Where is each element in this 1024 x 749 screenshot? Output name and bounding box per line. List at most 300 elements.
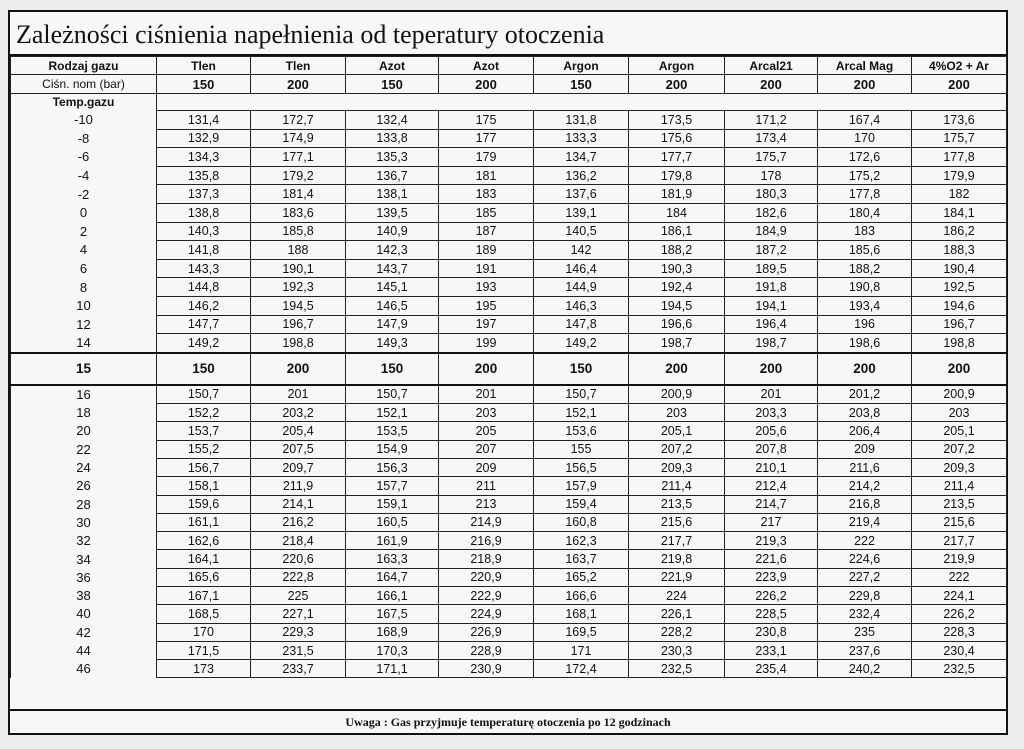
pressure-cell: 175: [439, 111, 534, 130]
pressure-cell: 203: [629, 404, 725, 422]
pressure-cell: 177,1: [251, 148, 346, 167]
pressure-cell: 211,9: [251, 477, 346, 495]
pressure-cell: 227,1: [251, 605, 346, 623]
pressure-cell: 226,2: [912, 605, 1007, 623]
table-row: [11, 334, 1007, 353]
pressure-cell: 155,2: [157, 440, 251, 458]
pressure-cell: 149,2: [534, 334, 629, 353]
pressure-cell: 213,5: [629, 495, 725, 513]
pressure-cell: 179: [439, 148, 534, 167]
pressure-cell: 182,6: [725, 203, 818, 222]
document-title: Zależności ciśnienia napełnienia od teperatury otoczenia: [10, 12, 1006, 56]
blank-spacer: [157, 94, 1007, 111]
reference-value: 200: [251, 353, 346, 385]
pressure-cell: 149,2: [157, 334, 251, 353]
pressure-cell: 198,8: [912, 334, 1007, 353]
pressure-cell: 145,1: [346, 278, 439, 297]
temperature-cell: 32: [11, 532, 157, 550]
pressure-cell: 157,7: [346, 477, 439, 495]
pressure-cell: 170,3: [346, 641, 439, 659]
table-row: [11, 185, 1007, 204]
pressure-cell: 140,3: [157, 222, 251, 241]
gas-col-header: Argon: [629, 57, 725, 75]
pressure-cell: 197: [439, 315, 534, 334]
pressure-cell: 131,4: [157, 111, 251, 130]
pressure-cell: 142,3: [346, 241, 439, 260]
pressure-cell: 171,1: [346, 660, 439, 678]
pressure-cell: 219,8: [629, 550, 725, 568]
nominal-pressure-value: 200: [725, 75, 818, 94]
temperature-cell: 8: [11, 278, 157, 297]
pressure-cell: 179,2: [251, 166, 346, 185]
pressure-cell: 228,5: [725, 605, 818, 623]
table-row: [11, 458, 1007, 476]
pressure-cell: 168,9: [346, 623, 439, 641]
temperature-cell: 22: [11, 440, 157, 458]
temperature-cell: 10: [11, 296, 157, 315]
reference-row: [11, 353, 1007, 385]
pressure-cell: 177,8: [818, 185, 912, 204]
pressure-cell: 209,3: [629, 458, 725, 476]
pressure-cell: 157,9: [534, 477, 629, 495]
pressure-cell: 143,7: [346, 259, 439, 278]
pressure-cell: 190,3: [629, 259, 725, 278]
reference-value: 200: [629, 353, 725, 385]
pressure-cell: 161,9: [346, 532, 439, 550]
pressure-cell: 219,4: [818, 513, 912, 531]
pressure-cell: 227,2: [818, 568, 912, 586]
pressure-cell: 220,6: [251, 550, 346, 568]
pressure-cell: 209,7: [251, 458, 346, 476]
pressure-cell: 224,1: [912, 586, 1007, 604]
rows-above-reference: [11, 385, 1007, 678]
pressure-cell: 156,5: [534, 458, 629, 476]
pressure-cell: 203: [912, 404, 1007, 422]
pressure-cell: 178: [725, 166, 818, 185]
pressure-cell: 154,9: [346, 440, 439, 458]
table-row: [11, 241, 1007, 260]
reference-value: 200: [725, 353, 818, 385]
table-row: [11, 148, 1007, 167]
table-row: [11, 296, 1007, 315]
pressure-cell: 136,2: [534, 166, 629, 185]
table-row: [11, 605, 1007, 623]
table-row: [11, 623, 1007, 641]
pressure-cell: 209: [439, 458, 534, 476]
pressure-cell: 230,9: [439, 660, 534, 678]
pressure-cell: 222: [912, 568, 1007, 586]
pressure-cell: 160,5: [346, 513, 439, 531]
pressure-cell: 158,1: [157, 477, 251, 495]
pressure-cell: 190,8: [818, 278, 912, 297]
pressure-cell: 240,2: [818, 660, 912, 678]
pressure-cell: 187: [439, 222, 534, 241]
pressure-cell: 134,3: [157, 148, 251, 167]
pressure-cell: 229,3: [251, 623, 346, 641]
pressure-cell: 200,9: [912, 385, 1007, 404]
temperature-cell: 2: [11, 222, 157, 241]
pressure-cell: 170: [157, 623, 251, 641]
temperature-header-row: [11, 94, 1007, 111]
pressure-cell: 228,3: [912, 623, 1007, 641]
pressure-cell: 173,6: [912, 111, 1007, 130]
table-row: [11, 513, 1007, 531]
pressure-cell: 183: [439, 185, 534, 204]
pressure-cell: 229,8: [818, 586, 912, 604]
table-row: [11, 550, 1007, 568]
pressure-cell: 203,3: [725, 404, 818, 422]
pressure-cell: 226,9: [439, 623, 534, 641]
pressure-cell: 224: [629, 586, 725, 604]
gas-col-header: Arcal Mag: [818, 57, 912, 75]
reference-value: 150: [157, 353, 251, 385]
gas-col-header: Tlen: [251, 57, 346, 75]
pressure-cell: 196: [818, 315, 912, 334]
pressure-cell: 163,3: [346, 550, 439, 568]
pressure-cell: 201,2: [818, 385, 912, 404]
pressure-cell: 193: [439, 278, 534, 297]
pressure-cell: 222,8: [251, 568, 346, 586]
reference-temp: 15: [11, 353, 157, 385]
pressure-cell: 140,5: [534, 222, 629, 241]
pressure-cell: 198,7: [629, 334, 725, 353]
pressure-cell: 187,2: [725, 241, 818, 260]
table-row: [11, 203, 1007, 222]
pressure-cell: 169,5: [534, 623, 629, 641]
temperature-cell: 28: [11, 495, 157, 513]
temperature-cell: 42: [11, 623, 157, 641]
rows-below-reference: [11, 111, 1007, 353]
pressure-cell: 181,4: [251, 185, 346, 204]
pressure-cell: 161,1: [157, 513, 251, 531]
temperature-cell: 18: [11, 404, 157, 422]
gas-col-header: Argon: [534, 57, 629, 75]
pressure-cell: 152,2: [157, 404, 251, 422]
pressure-cell: 140,9: [346, 222, 439, 241]
pressure-cell: 172,4: [534, 660, 629, 678]
pressure-cell: 156,7: [157, 458, 251, 476]
pressure-cell: 201: [251, 385, 346, 404]
pressure-cell: 233,7: [251, 660, 346, 678]
pressure-cell: 131,8: [534, 111, 629, 130]
pressure-cell: 198,6: [818, 334, 912, 353]
temperature-cell: 16: [11, 385, 157, 404]
temperature-cell: 38: [11, 586, 157, 604]
gas-col-header: Tlen: [157, 57, 251, 75]
pressure-cell: 219,9: [912, 550, 1007, 568]
pressure-cell: 226,1: [629, 605, 725, 623]
reference-value: 200: [912, 353, 1007, 385]
pressure-cell: 171,5: [157, 641, 251, 659]
pressure-cell: 150,7: [346, 385, 439, 404]
pressure-cell: 163,7: [534, 550, 629, 568]
pressure-cell: 196,4: [725, 315, 818, 334]
pressure-cell: 205,4: [251, 422, 346, 440]
pressure-cell: 235,4: [725, 660, 818, 678]
pressure-cell: 232,4: [818, 605, 912, 623]
temperature-cell: -6: [11, 148, 157, 167]
pressure-table: [10, 56, 1007, 678]
pressure-cell: 183: [818, 222, 912, 241]
pressure-cell: 171: [534, 641, 629, 659]
pressure-cell: 188,2: [818, 259, 912, 278]
pressure-cell: 196,7: [912, 315, 1007, 334]
pressure-cell: 137,6: [534, 185, 629, 204]
pressure-cell: 139,1: [534, 203, 629, 222]
pressure-cell: 211: [439, 477, 534, 495]
pressure-cell: 192,5: [912, 278, 1007, 297]
table-row: [11, 129, 1007, 148]
pressure-cell: 207,8: [725, 440, 818, 458]
pressure-cell: 192,4: [629, 278, 725, 297]
pressure-cell: 149,3: [346, 334, 439, 353]
pressure-cell: 228,2: [629, 623, 725, 641]
pressure-cell: 194,6: [912, 296, 1007, 315]
temperature-cell: 4: [11, 241, 157, 260]
pressure-cell: 153,6: [534, 422, 629, 440]
pressure-cell: 146,2: [157, 296, 251, 315]
table-row: [11, 586, 1007, 604]
pressure-cell: 198,7: [725, 334, 818, 353]
pressure-cell: 214,9: [439, 513, 534, 531]
pressure-cell: 201: [439, 385, 534, 404]
pressure-cell: 153,5: [346, 422, 439, 440]
pressure-cell: 184,1: [912, 203, 1007, 222]
footnote: Uwaga : Gas przyjmuje temperaturę otoczenia po 12 godzinach: [10, 709, 1006, 733]
pressure-cell: 135,3: [346, 148, 439, 167]
pressure-cell: 216,8: [818, 495, 912, 513]
nominal-pressure-row: [11, 75, 1007, 94]
pressure-cell: 224,6: [818, 550, 912, 568]
pressure-cell: 167,5: [346, 605, 439, 623]
pressure-cell: 190,1: [251, 259, 346, 278]
nominal-pressure-value: 200: [251, 75, 346, 94]
pressure-cell: 185,8: [251, 222, 346, 241]
pressure-cell: 156,3: [346, 458, 439, 476]
reference-section: [11, 353, 1007, 385]
pressure-cell: 186,2: [912, 222, 1007, 241]
pressure-cell: 205,6: [725, 422, 818, 440]
pressure-cell: 180,3: [725, 185, 818, 204]
pressure-cell: 213: [439, 495, 534, 513]
pressure-cell: 171,2: [725, 111, 818, 130]
pressure-cell: 179,8: [629, 166, 725, 185]
pressure-cell: 175,2: [818, 166, 912, 185]
pressure-cell: 194,5: [629, 296, 725, 315]
reference-value: 200: [818, 353, 912, 385]
pressure-cell: 179,9: [912, 166, 1007, 185]
pressure-cell: 177,8: [912, 148, 1007, 167]
temperature-cell: 44: [11, 641, 157, 659]
temperature-cell: 26: [11, 477, 157, 495]
pressure-cell: 184,9: [725, 222, 818, 241]
pressure-cell: 133,3: [534, 129, 629, 148]
table-row: [11, 315, 1007, 334]
pressure-cell: 217,7: [629, 532, 725, 550]
pressure-cell: 218,9: [439, 550, 534, 568]
table-row: [11, 259, 1007, 278]
reference-value: 150: [534, 353, 629, 385]
table-row: [11, 477, 1007, 495]
pressure-cell: 160,8: [534, 513, 629, 531]
pressure-cell: 191,8: [725, 278, 818, 297]
pressure-cell: 214,7: [725, 495, 818, 513]
pressure-cell: 195: [439, 296, 534, 315]
pressure-cell: 184: [629, 203, 725, 222]
pressure-cell: 216,9: [439, 532, 534, 550]
pressure-cell: 180,4: [818, 203, 912, 222]
pressure-cell: 165,6: [157, 568, 251, 586]
pressure-cell: 147,8: [534, 315, 629, 334]
pressure-cell: 232,5: [912, 660, 1007, 678]
pressure-cell: 167,4: [818, 111, 912, 130]
pressure-cell: 225: [251, 586, 346, 604]
pressure-cell: 173: [157, 660, 251, 678]
pressure-cell: 211,4: [629, 477, 725, 495]
pressure-cell: 203,8: [818, 404, 912, 422]
pressure-cell: 132,4: [346, 111, 439, 130]
pressure-cell: 164,7: [346, 568, 439, 586]
pressure-cell: 221,9: [629, 568, 725, 586]
pressure-cell: 233,1: [725, 641, 818, 659]
gas-col-header: Arcal21: [725, 57, 818, 75]
pressure-cell: 212,4: [725, 477, 818, 495]
pressure-cell: 146,5: [346, 296, 439, 315]
reference-value: 200: [439, 353, 534, 385]
pressure-cell: 226,2: [725, 586, 818, 604]
pressure-cell: 147,7: [157, 315, 251, 334]
pressure-cell: 153,7: [157, 422, 251, 440]
pressure-cell: 159,6: [157, 495, 251, 513]
temperature-cell: 34: [11, 550, 157, 568]
pressure-cell: 165,2: [534, 568, 629, 586]
temperature-cell: 14: [11, 334, 157, 353]
nominal-pressure-value: 200: [818, 75, 912, 94]
pressure-cell: 166,6: [534, 586, 629, 604]
pressure-cell: 188: [251, 241, 346, 260]
pressure-cell: 141,8: [157, 241, 251, 260]
pressure-cell: 146,4: [534, 259, 629, 278]
pressure-cell: 159,4: [534, 495, 629, 513]
nominal-pressure-value: 200: [439, 75, 534, 94]
pressure-cell: 189: [439, 241, 534, 260]
pressure-cell: 172,7: [251, 111, 346, 130]
reference-value: 150: [346, 353, 439, 385]
pressure-cell: 136,7: [346, 166, 439, 185]
pressure-cell: 181,9: [629, 185, 725, 204]
pressure-cell: 230,8: [725, 623, 818, 641]
pressure-cell: 230,4: [912, 641, 1007, 659]
temperature-cell: 46: [11, 660, 157, 678]
gas-header-row: [11, 57, 1007, 75]
table-row: [11, 440, 1007, 458]
pressure-cell: 205: [439, 422, 534, 440]
table-row: [11, 641, 1007, 659]
pressure-cell: 231,5: [251, 641, 346, 659]
pressure-cell: 206,4: [818, 422, 912, 440]
pressure-cell: 166,1: [346, 586, 439, 604]
pressure-cell: 235: [818, 623, 912, 641]
table-row: [11, 385, 1007, 404]
table-row: [11, 495, 1007, 513]
pressure-cell: 224,9: [439, 605, 534, 623]
pressure-cell: 144,8: [157, 278, 251, 297]
pressure-cell: 164,1: [157, 550, 251, 568]
pressure-cell: 132,9: [157, 129, 251, 148]
pressure-cell: 205,1: [629, 422, 725, 440]
temperature-cell: 0: [11, 203, 157, 222]
pressure-cell: 192,3: [251, 278, 346, 297]
pressure-cell: 139,5: [346, 203, 439, 222]
pressure-cell: 175,6: [629, 129, 725, 148]
pressure-cell: 170: [818, 129, 912, 148]
pressure-cell: 162,3: [534, 532, 629, 550]
nominal-pressure-value: 150: [346, 75, 439, 94]
pressure-cell: 207,2: [912, 440, 1007, 458]
gas-col-header: Azot: [439, 57, 534, 75]
nominal-pressure-value: 200: [912, 75, 1007, 94]
temperature-cell: 36: [11, 568, 157, 586]
pressure-cell: 146,3: [534, 296, 629, 315]
pressure-cell: 143,3: [157, 259, 251, 278]
pressure-cell: 209: [818, 440, 912, 458]
pressure-cell: 135,8: [157, 166, 251, 185]
temperature-cell: -2: [11, 185, 157, 204]
pressure-cell: 152,1: [534, 404, 629, 422]
pressure-cell: 185,6: [818, 241, 912, 260]
pressure-cell: 222: [818, 532, 912, 550]
temperature-cell: -10: [11, 111, 157, 130]
pressure-cell: 159,1: [346, 495, 439, 513]
pressure-cell: 189,5: [725, 259, 818, 278]
pressure-cell: 185: [439, 203, 534, 222]
pressure-cell: 183,6: [251, 203, 346, 222]
table-row: [11, 660, 1007, 678]
pressure-cell: 215,6: [912, 513, 1007, 531]
temperature-label: Temp.gazu: [11, 94, 157, 111]
pressure-cell: 175,7: [725, 148, 818, 167]
pressure-cell: 209,3: [912, 458, 1007, 476]
pressure-cell: 203,2: [251, 404, 346, 422]
pressure-cell: 177,7: [629, 148, 725, 167]
pressure-cell: 167,1: [157, 586, 251, 604]
pressure-cell: 199: [439, 334, 534, 353]
nominal-pressure-value: 150: [534, 75, 629, 94]
pressure-cell: 196,6: [629, 315, 725, 334]
pressure-cell: 205,1: [912, 422, 1007, 440]
nominal-pressure-value: 150: [157, 75, 251, 94]
gas-col-header: 4%O2 + Ar: [912, 57, 1007, 75]
pressure-cell: 147,9: [346, 315, 439, 334]
table-row: [11, 278, 1007, 297]
temperature-cell: 12: [11, 315, 157, 334]
pressure-cell: 177: [439, 129, 534, 148]
pressure-cell: 207,2: [629, 440, 725, 458]
pressure-cell: 142: [534, 241, 629, 260]
pressure-cell: 173,5: [629, 111, 725, 130]
pressure-cell: 230,3: [629, 641, 725, 659]
pressure-cell: 172,6: [818, 148, 912, 167]
pressure-cell: 168,5: [157, 605, 251, 623]
pressure-cell: 134,7: [534, 148, 629, 167]
pressure-cell: 193,4: [818, 296, 912, 315]
pressure-cell: 207,5: [251, 440, 346, 458]
pressure-cell: 218,4: [251, 532, 346, 550]
table-row: [11, 532, 1007, 550]
gas-type-label: Rodzaj gazu: [11, 57, 157, 75]
pressure-cell: 222,9: [439, 586, 534, 604]
pressure-cell: 219,3: [725, 532, 818, 550]
